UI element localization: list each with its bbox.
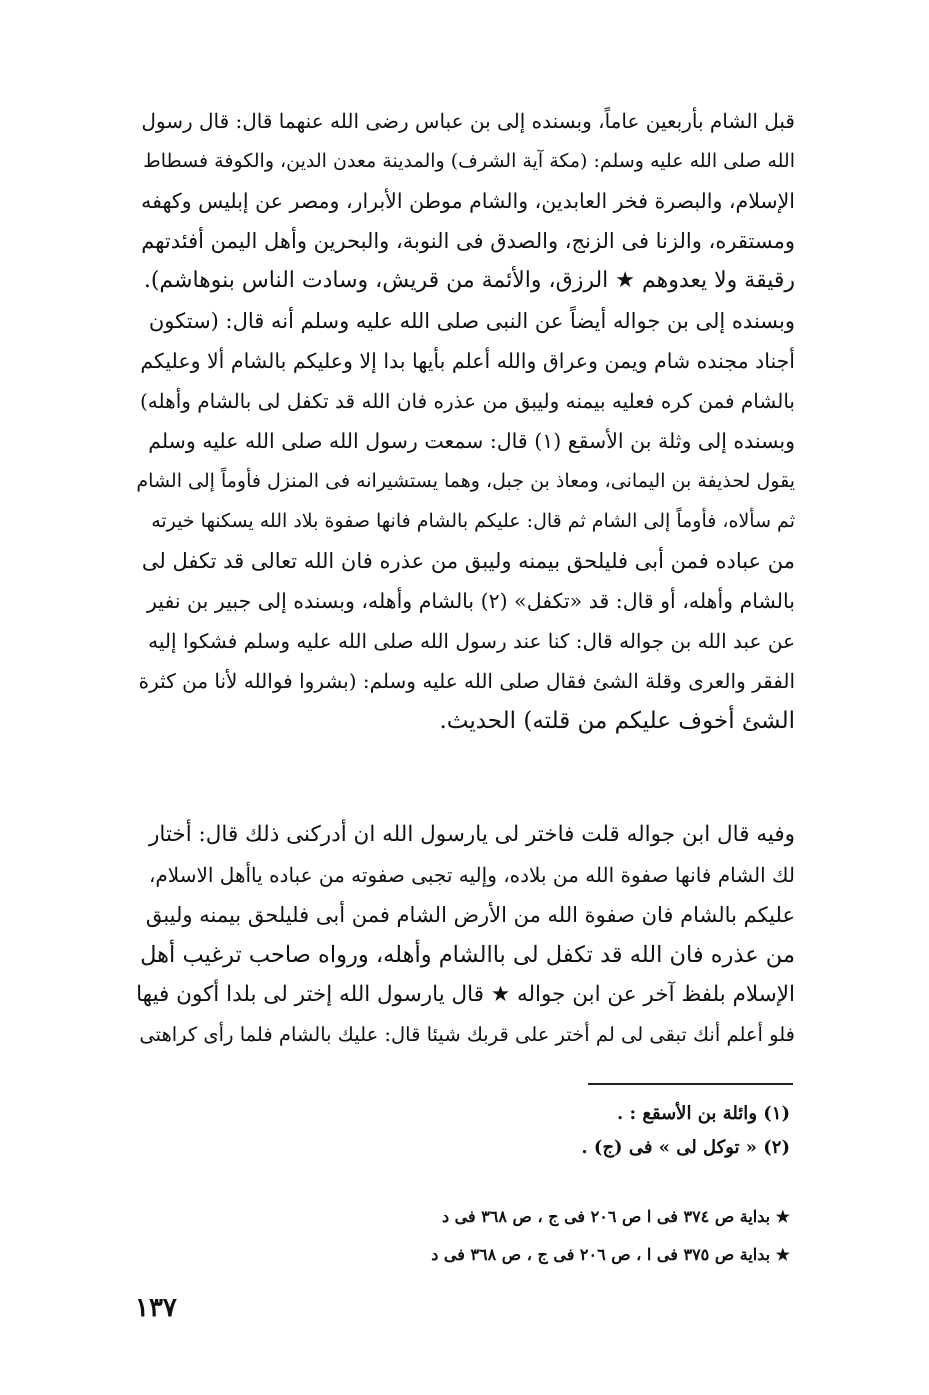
text-line: وبسنده إلى وثلة بن الأسقع (١) قال: سمعت رسول الله صلى الله عليه وسلم	[148, 429, 795, 453]
text-line: من عباده فمن أبى فليلحق بيمنه وليبق من عذره فان الله تعالى قد تكفل لى	[141, 549, 795, 573]
page-number: ١٣٧	[135, 1293, 177, 1323]
footnote-1: (١) وائلة بن الأسقع : .	[616, 1103, 790, 1124]
text-line: الله صلى الله عليه وسلم: (مكة آية الشرف) والمدينة معدن الدين، والكوفة فسطاط	[143, 150, 795, 172]
text-line: الشئ أخوف عليكم من قلته) الحديث.	[439, 708, 795, 734]
text-line: أجناد مجنده شام ويمن وعراق والله أعلم بأيها بدا إلا وعليكم بالشام ألا وعليكم	[140, 349, 795, 373]
text-line: عليكم بالشام فان صفوة الله من الأرض الشام فمن أبى فليلحق بيمنه وليبق	[145, 903, 795, 927]
text-line: وفيه قال ابن جواله قلت فاختر لى يارسول الله ان أدركنى ذلك قال: أختار	[149, 822, 795, 847]
text-line: الإسلام بلفظ آخر عن ابن جواله ★ قال يارسول الله إختر لى بلدا أكون فيها	[136, 982, 795, 1007]
text-line: رقيقة ولا يعدوهم ★ الرزق، والأئمة من قريش، وسادت الناس بنوهاشم).	[143, 268, 795, 293]
text-line: بالشام فمن كره فعليه بيمنه وليبق من عذره فان الله قد تكفل لى بالشام وأهله)	[140, 389, 795, 413]
text-line: وبسنده إلى بن جواله أيضاً عن النبى صلى الله عليه وسلم أنه قال: (ستكون	[148, 309, 795, 333]
footnote-2: (٢) « توكل لى » فى (ج) .	[581, 1137, 790, 1158]
text-line: يقول لحذيفة بن اليمانى، ومعاذ بن جبل، وهما يستشيرانه فى المنزل فأوماً إلى الشام	[136, 470, 795, 492]
footnote-divider	[588, 1083, 793, 1085]
text-line: ومستقره، والزنا فى الزنج، والصدق فى النوبة، والبحرين وأهل اليمن أفئدتهم	[141, 229, 795, 253]
text-line: لك الشام فانها صفوة الله من بلاده، وإليه تجبى صفوته من عباده ياأهل الاسلام،	[148, 863, 795, 887]
text-line: بالشام وأهله، أو قال: قد «تكفل» (٢) بالشام وأهله، وبسنده إلى جبير بن نفير	[146, 589, 795, 613]
page-marker-2: ★ بداية ص ٣٧٥ فى ا ، ص ٢٠٦ فى ج ، ص ٣٦٨ فى د	[431, 1245, 790, 1264]
footnotes	[420, 1097, 790, 1165]
page-markers	[300, 1198, 790, 1274]
text-line: الإسلام، والبصرة فخر العابدين، والشام موطن الأبرار، ومصر عن إبليس وكهفه	[141, 189, 795, 213]
text-line: ثم سألاه، فأوماً إلى الشام ثم قال: عليكم بالشام فانها صفوة بلاد الله يسكنها خيرته	[151, 510, 795, 532]
text-line: من عذره فان الله قد تكفل لى باالشام وأهله، ورواه صاحب ترغيب أهل	[140, 942, 795, 968]
text-line: قبل الشام بأربعين عاماً، وبسنده إلى بن عباس رضى الله عنهما قال: قال رسول	[141, 109, 795, 133]
page-marker-1: ★ بداية ص ٣٧٤ فى ا ص ٢٠٦ فى ج ، ص ٣٦٨ فى د	[441, 1207, 790, 1226]
text-line: فلو أعلم أنك تبقى لى لم أختر على قربك شيئا قال: عليك بالشام فلما رأى كراهتى	[139, 1023, 795, 1046]
text-line: الفقر والعرى وقلة الشئ فقال صلى الله عليه وسلم: (بشروا فوالله لأنا من كثرة	[138, 669, 795, 693]
body-paragraph-2	[135, 815, 795, 1055]
text-line: عن عبد الله بن جواله قال: كنا عند رسول الله صلى الله عليه وسلم فشكوا إليه	[148, 629, 795, 653]
body-paragraph-1	[135, 101, 795, 741]
